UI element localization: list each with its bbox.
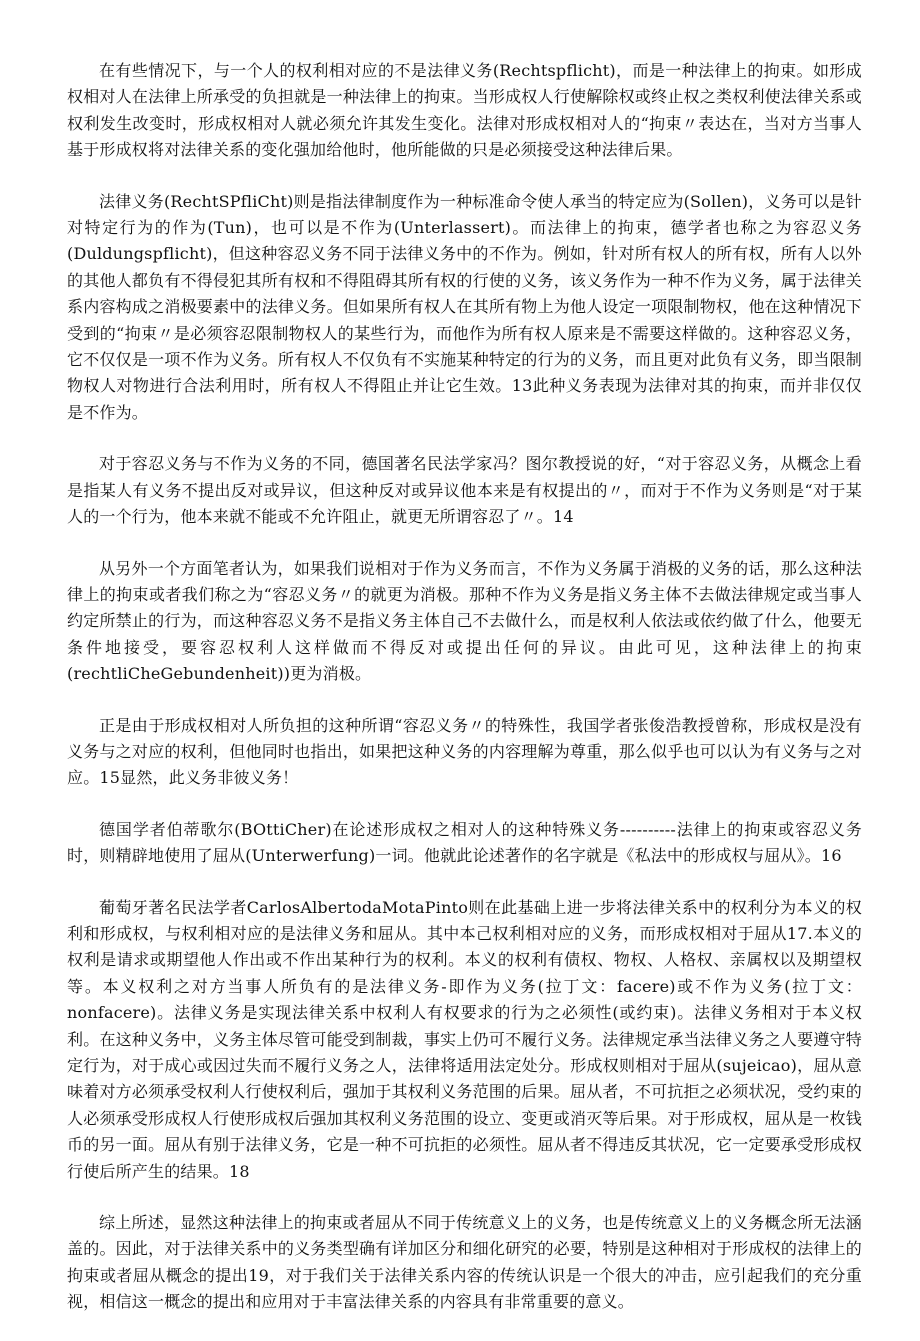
paragraph: 对于容忍义务与不作为义务的不同，德国著名民法学家冯？图尔教授说的好，“对于容忍义务，从概念上看是指某人有义务不提出反对或异议，但这种反对或异议他本来是有权提出的〃，而对于不作为义务则是“对于某人的一个行为，他本来就不能或不允许阻止，就更无所谓容忍了〃。14: [67, 454, 862, 527]
paragraph: 德国学者伯蒂歌尔(BOttiCher)在论述形成权之相对人的这种特殊义务----------法律上的拘束或容忍义务时，则精辟地使用了屈从(Unterwerfung)一词。他就此论述著作的名字就是《私法中的形成权与屈从》。16: [67, 819, 862, 866]
document-body: [67, 58, 862, 1341]
paragraph: 法律义务(RechtSPfliCht)则是指法律制度作为一种标准命令使人承当的特定应为(Sollen)，义务可以是针对特定行为的作为(Tun)，也可以是不作为(Unterlassert)。而法律上的拘束，德学者也称之为容忍义务(Duldungspflicht)，但这种容忍义务不同于法律义务中的不作为。例如，针对所有权人的所有权，所有人以外的其他人都负有不得侵犯其所有权和不得阻碍其所有权的行使的义务，该义务作为一种不作为义务，属于法律关系内容构成之消极要素中的法律义务。但如果所有权人在其所有物上为他人设定一项限制物权，他在这种情况下受到的“拘束〃是必须容忍限制物权人的某些行为，而他作为所有权人原来是不需要这样做的。这种容忍义务，它不仅仅是一项不作为义务。所有权人不仅负有不实施某种特定的行为的义务，而且更对此负有义务，即当限制物权人对物进行合法利用时，所有权人不得阻止并让它生效。13此种义务表现为法律对其的拘束，而并非仅仅是不作为。: [67, 191, 862, 422]
paragraph: 正是由于形成权相对人所负担的这种所谓“容忍义务〃的特殊性，我国学者张俊浩教授曾称，形成权是没有义务与之对应的权利，但他同时也指出，如果把这种义务的内容理解为尊重，那么似乎也可以认为有义务与之对应。15显然，此义务非彼义务！: [67, 715, 862, 788]
paragraph: 在有些情况下，与一个人的权利相对应的不是法律义务(Rechtspflicht)，而是一种法律上的拘束。如形成权相对人在法律上所承受的负担就是一种法律上的拘束。当形成权人行使解除权或终止权之类权利使法律关系或权利发生改变时，形成权相对人就必须允许其发生变化。法律对形成权相对人的“拘束〃表达在，当对方当事人基于形成权将对法律关系的变化强加给他时，他所能做的只是必须接受这种法律后果。: [67, 61, 862, 160]
paragraph: 综上所述，显然这种法律上的拘束或者屈从不同于传统意义上的义务，也是传统意义上的义务概念所无法涵盖的。因此，对于法律关系中的义务类型确有详加区分和细化研究的必要，特别是这种相对于形成权的法律上的拘束或者屈从概念的提出19，对于我们关于法律关系内容的传统认识是一个很大的冲击，应引起我们的充分重视，相信这一概念的提出和应用对于丰富法律关系的内容具有非常重要的意义。: [67, 1213, 862, 1312]
paragraph: 从另外一个方面笔者认为，如果我们说相对于作为义务而言，不作为义务属于消极的义务的话，那么这种法律上的拘束或者我们称之为“容忍义务〃的就更为消极。那种不作为义务是指义务主体不去做法律规定或当事人约定所禁止的行为，而这种容忍义务不是指义务主体自己不去做什么，而是权利人依法或依约做了什么，他要无条件地接受，要容忍权利人这样做而不得反对或提出任何的异议。由此可见，这种法律上的拘束(rechtliCheGebundenheit))更为消极。: [67, 558, 862, 684]
paragraph: 葡萄牙著名民法学者CarlosAlbertodaMotaPinto则在此基础上进一步将法律关系中的权利分为本义的权利和形成权，与权利相对应的是法律义务和屈从。其中本己权利相对应的义务，而形成权相对于屈从17.本义的权利是请求或期望他人作出或不作出某种行为的权利。本义的权利有债权、物权、人格权、亲属权以及期望权等。本义权利之对方当事人所负有的是法律义务-即作为义务(拉丁文：facere)或不作为义务(拉丁文：nonfacere)。法律义务是实现法律关系中权利人有权要求的行为之必须性(或约束)。法律义务相对于本义权利。在这种义务中，义务主体尽管可能受到制裁，事实上仍可不履行义务。法律规定承当法律义务之人要遵守特定行为，对于成心或因过失而不履行义务之人，法律将适用法定处分。形成权则相对于屈从(sujeicao)，屈从意味着对方必须承受权利人行使权利后，强加于其权利义务范围的后果。屈从者，不可抗拒之必须状况，受约束的人必须承受形成权人行使形成权后强加其权利义务范围的设立、变更或消灭等后果。对于形成权，屈从是一枚钱币的另一面。屈从有别于法律义务，它是一种不可抗拒的必须性。屈从者不得违反其状况，它一定要承受形成权行使后所产生的结果。18: [67, 897, 862, 1181]
